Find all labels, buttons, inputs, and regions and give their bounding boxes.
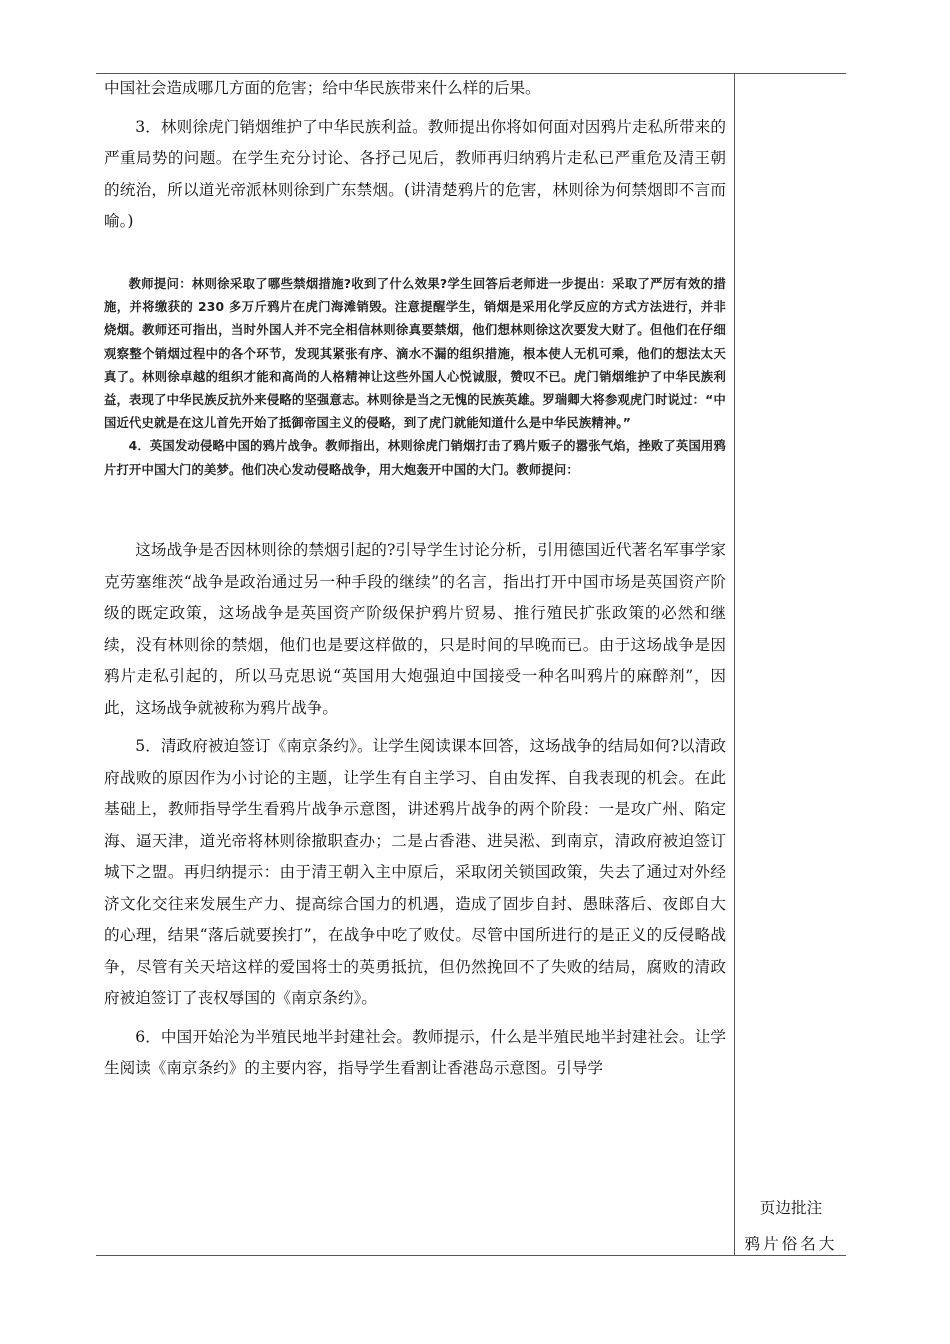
paragraph-item-3: 3．林则徐虎门销烟维护了中华民族利益。教师提出你将如何面对因鸦片走私所带来的严重局势的问题。在学生充分讨论、各抒己见后，教师再归纳鸦片走私已严重危及清王朝的统治，所以道光帝派林则徐到广东禁烟。(讲清楚鸦片的危害，林则徐为何禁烟即不言而喻。) [104,117,726,230]
margin-notes-text: 鸦片俗名大 [744,1235,838,1253]
margin-notes-heading: 页边批注 [759,1199,823,1217]
paragraph-war-cause: 这场战争是否因林则徐的禁烟引起的?引导学生讨论分析，引用德国近代著名军事学家克劳塞维茨“战争是政治通过另一种手段的继续”的名言，指出打开中国市场是英国资产阶级的既定政策，这场战争是英国资产阶级保护鸦片贸易、推行殖民扩张政策的必然和继续，没有林则徐的禁烟，他们也是要这样做的，只是时间的早晚而已。由于这场战争是因鸦片走私引起的，所以马克思说“英国用大炮强迫中国接受一种名叫鸦片的麻醉剂”，因此，这场战争就被称为鸦片战争。 [104,541,726,717]
paragraph-continuation: 中国社会造成哪几方面的危害；给中华民族带来什么样的后果。 [104,79,541,97]
paragraph-item-6: 6．中国开始沦为半殖民地半封建社会。教师提示，什么是半殖民地半封建社会。让学生阅读《南京条约》的主要内容，指导学生看割让香港岛示意图。引导学 [104,1027,726,1077]
main-column-bottom [104,535,726,1085]
column-divider [734,73,735,1256]
scanned-paragraph-teacher-question: 教师提问：林则徐采取了哪些禁烟措施?收到了什么效果?学生回答后老师进一步提出：采取了严厉有效的措施，并将缴获的 230 多万斤鸦片在虎门海滩销毁。注意提醒学生，销烟是采用化学反应的方式方法进行，并非烧烟。教师还可指出，当时外国人并不完全相信林则徐真要禁烟，他们想林则徐这次要发大财了。但他们在仔细观察整个销烟过程中的各个环节，发现其紧张有序、滴水不漏的组织措施，根本使人无机可乘，他们的想法太天真了。林则徐卓越的组织才能和高尚的人格精神让这些外国人心悦诚服，赞叹不已。虎门销烟维护了中华民族利益，表现了中华民族反抗外来侵略的坚强意志。林则徐是当之无愧的民族英雄。罗瑞卿大将参观虎门时说过：“中国近代史就是在这儿首先开始了抵御帝国主义的侵略，到了虎门就能知道什么是中华民族精神。” [104,277,726,431]
scanned-paragraph-item-4: 4．英国发动侵略中国的鸦片战争。教师指出，林则徐虎门销烟打击了鸦片贩子的嚣张气焰，挫败了英国用鸦片打开中国大门的美梦。他们决心发动侵略战争，用大炮轰开中国的大门。教师提问： [104,439,726,477]
main-column-top [104,73,726,238]
paragraph-item-5: 5．清政府被迫签订《南京条约》。让学生阅读课本回答，这场战争的结局如何?以清政府战败的原因作为小讨论的主题，让学生有自主学习、自由发挥、自我表现的机会。在此基础上，教师指导学生看鸦片战争示意图，讲述鸦片战争的两个阶段：一是攻广州、陷定海、逼天津，道光帝将林则徐撤职查办；二是占香港、进吴淞、到南京，清政府被迫签订城下之盟。再归纳提示：由于清王朝入主中原后，采取闭关锁国政策，失去了通过对外经济文化交往来发展生产力、提高综合国力的机遇，造成了固步自封、愚昧落后、夜郎自大的心理，结果“落后就要挨打”，在战争中吃了败仗。尽管中国所进行的是正义的反侵略战争，尽管有关天培这样的爱国将士的英勇抵抗，但仍然挽回不了失败的结局，腐败的清政府被迫签订了丧权辱国的《南京条约》。 [104,737,726,1007]
scanned-text-block [104,273,726,482]
